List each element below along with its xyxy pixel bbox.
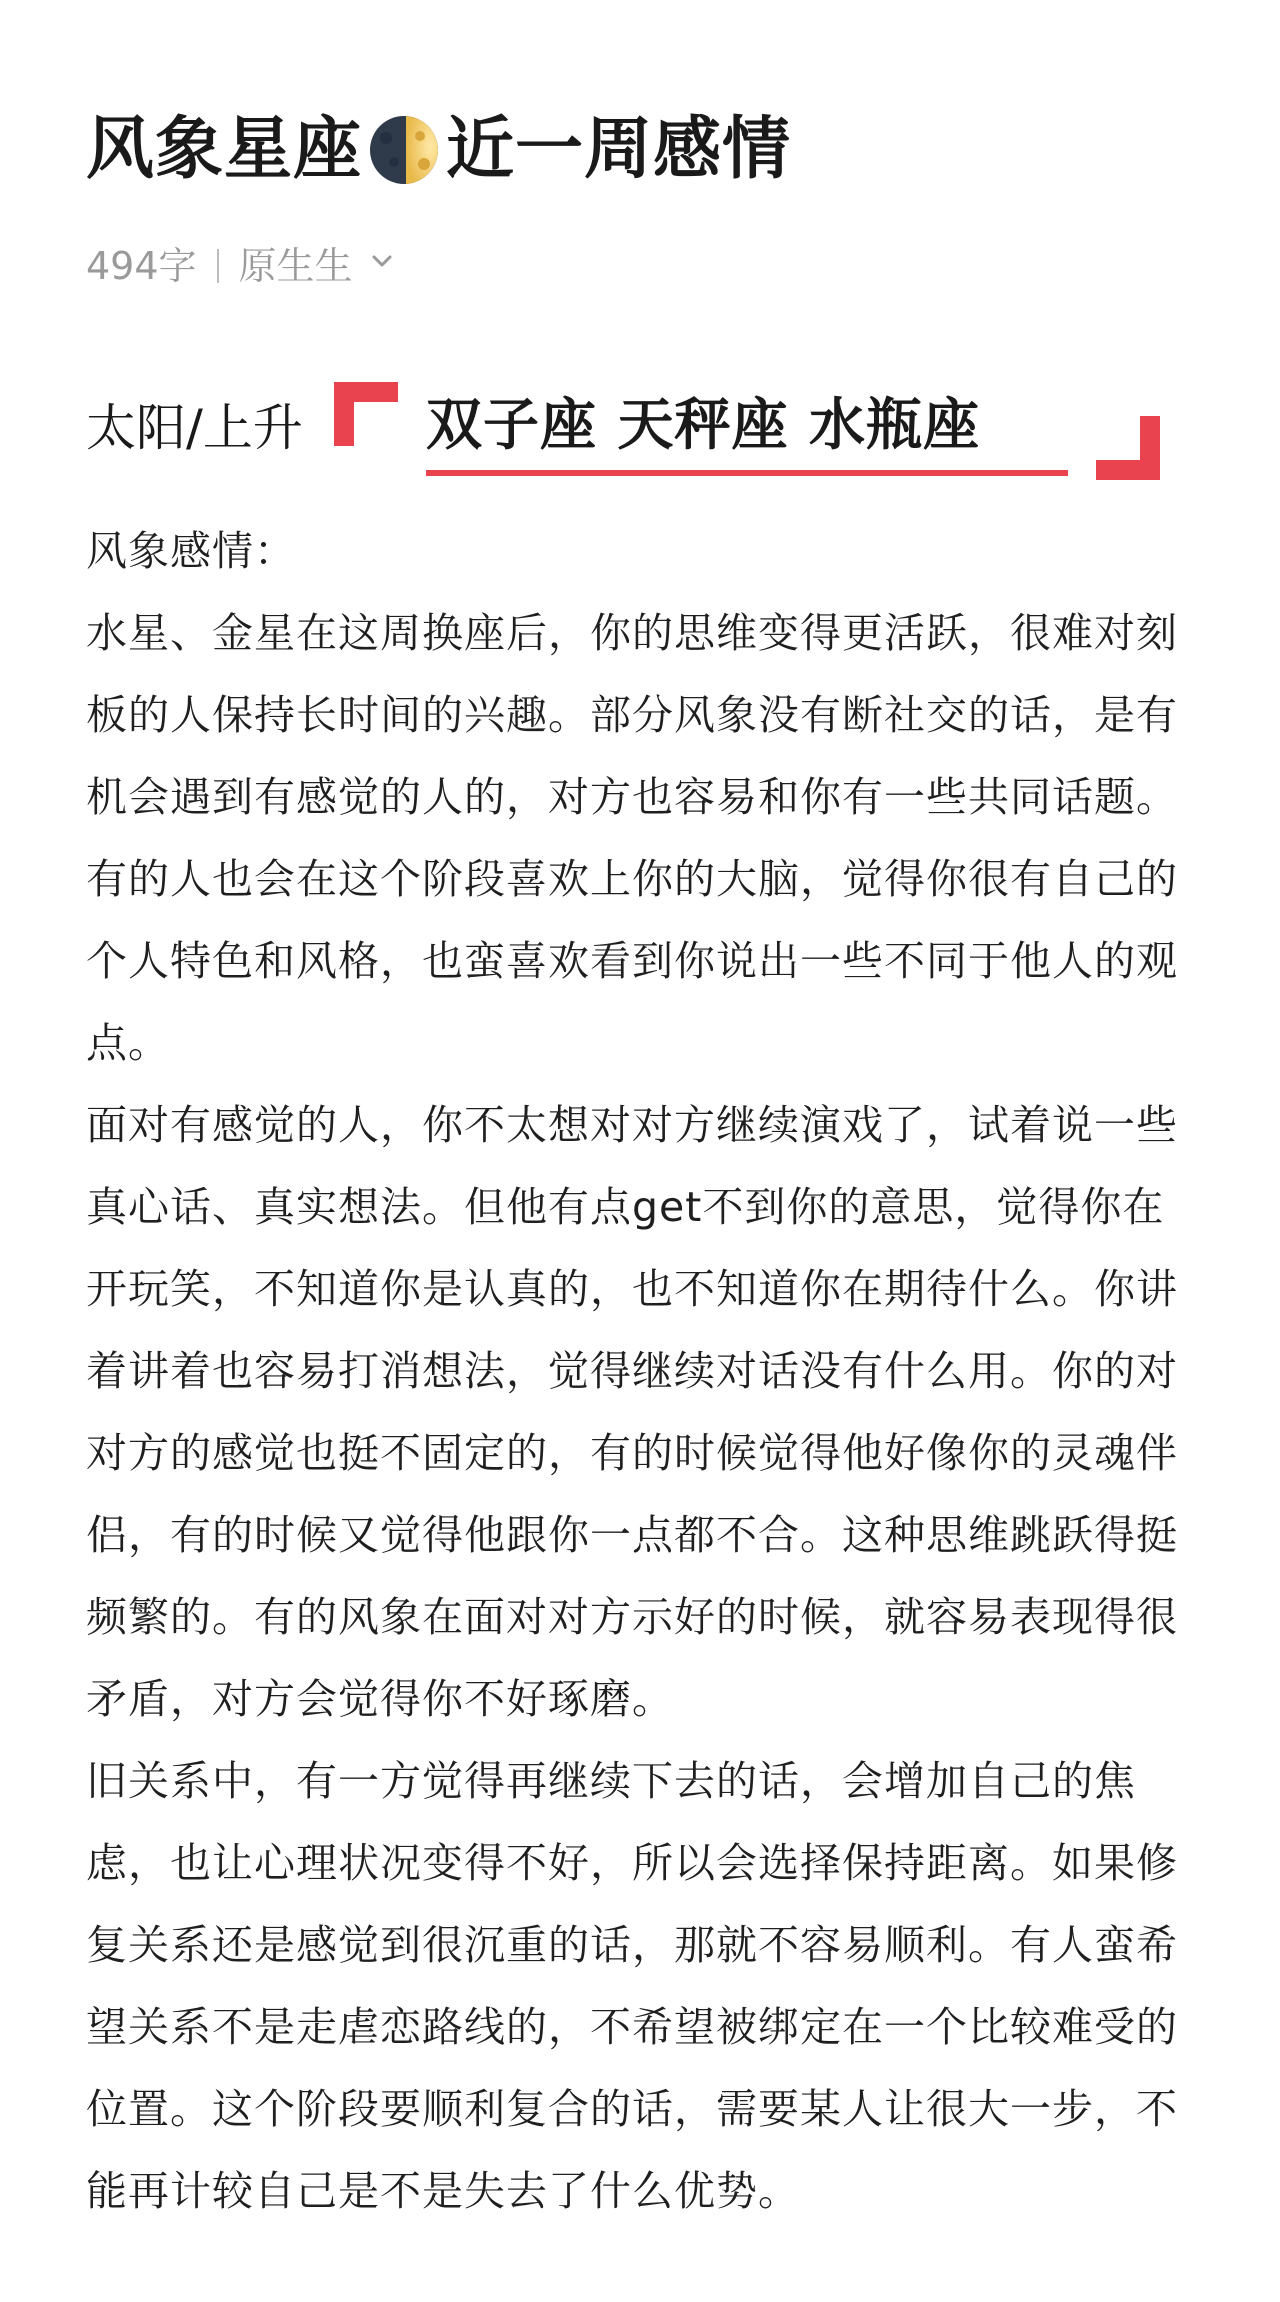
sign-names-underline [426,470,1068,476]
title-text-part2: 近一周感情 [446,110,792,189]
corner-bracket-icon [334,382,398,446]
page-title [86,104,791,196]
zodiac-sign-names: 双子座 天秤座 水瓶座 [426,393,980,458]
title-text-part1: 风象星座 [86,110,363,189]
section-heading: 风象感情： [86,527,296,575]
author-name[interactable]: 原生生 [238,244,353,288]
paragraph: 旧关系中，有一方觉得再继续下去的话，会增加自己的焦虑，也让心理状况变得不好，所以会选择保持距离。如果修复关系还是感觉到很沉重的话，那就不容易顺利。有人蛮希望关系不是走虐恋路线的，不希望被绑定在一个比较难受的位置。这个阶段要顺利复合的话，需要某人让很大一步，不能再计较自己是不是失去了什么优势。 [86,1757,1178,2215]
word-count: 494字 [86,244,197,288]
meta-divider [217,249,219,283]
moon-icon [366,112,442,188]
paragraph: 面对有感觉的人，你不太想对对方继续演戏了，试着说一些真心话、真实想法。但他有点get不到你的意思，觉得你在开玩笑，不知道你是认真的，也不知道你在期待什么。你讲着讲着也容易打消想法，觉得继续对话没有什么用。你的对对方的感觉也挺不固定的，有的时候觉得他好像你的灵魂伴侣，有的时候又觉得他跟你一点都不合。这种思维跳跃得挺频繁的。有的风象在面对对方示好的时候，就容易表现得很矛盾，对方会觉得你不好琢磨。 [86,1101,1178,1723]
article-body [86,510,1196,2232]
corner-bracket-icon [1096,416,1160,480]
zodiac-signs-banner [86,382,1196,482]
sun-rising-label: 太阳/上升 [86,399,303,457]
chevron-down-icon[interactable] [371,250,393,272]
paragraph: 水星、金星在这周换座后，你的思维变得更活跃，很难对刻板的人保持长时间的兴趣。部分风象没有断社交的话，是有机会遇到有感觉的人的，对方也容易和你有一些共同话题。有的人也会在这个阶段喜欢上你的大脑，觉得你很有自己的个人特色和风格，也蛮喜欢看到你说出一些不同于他人的观点。 [86,609,1178,1067]
article-meta [86,240,393,292]
